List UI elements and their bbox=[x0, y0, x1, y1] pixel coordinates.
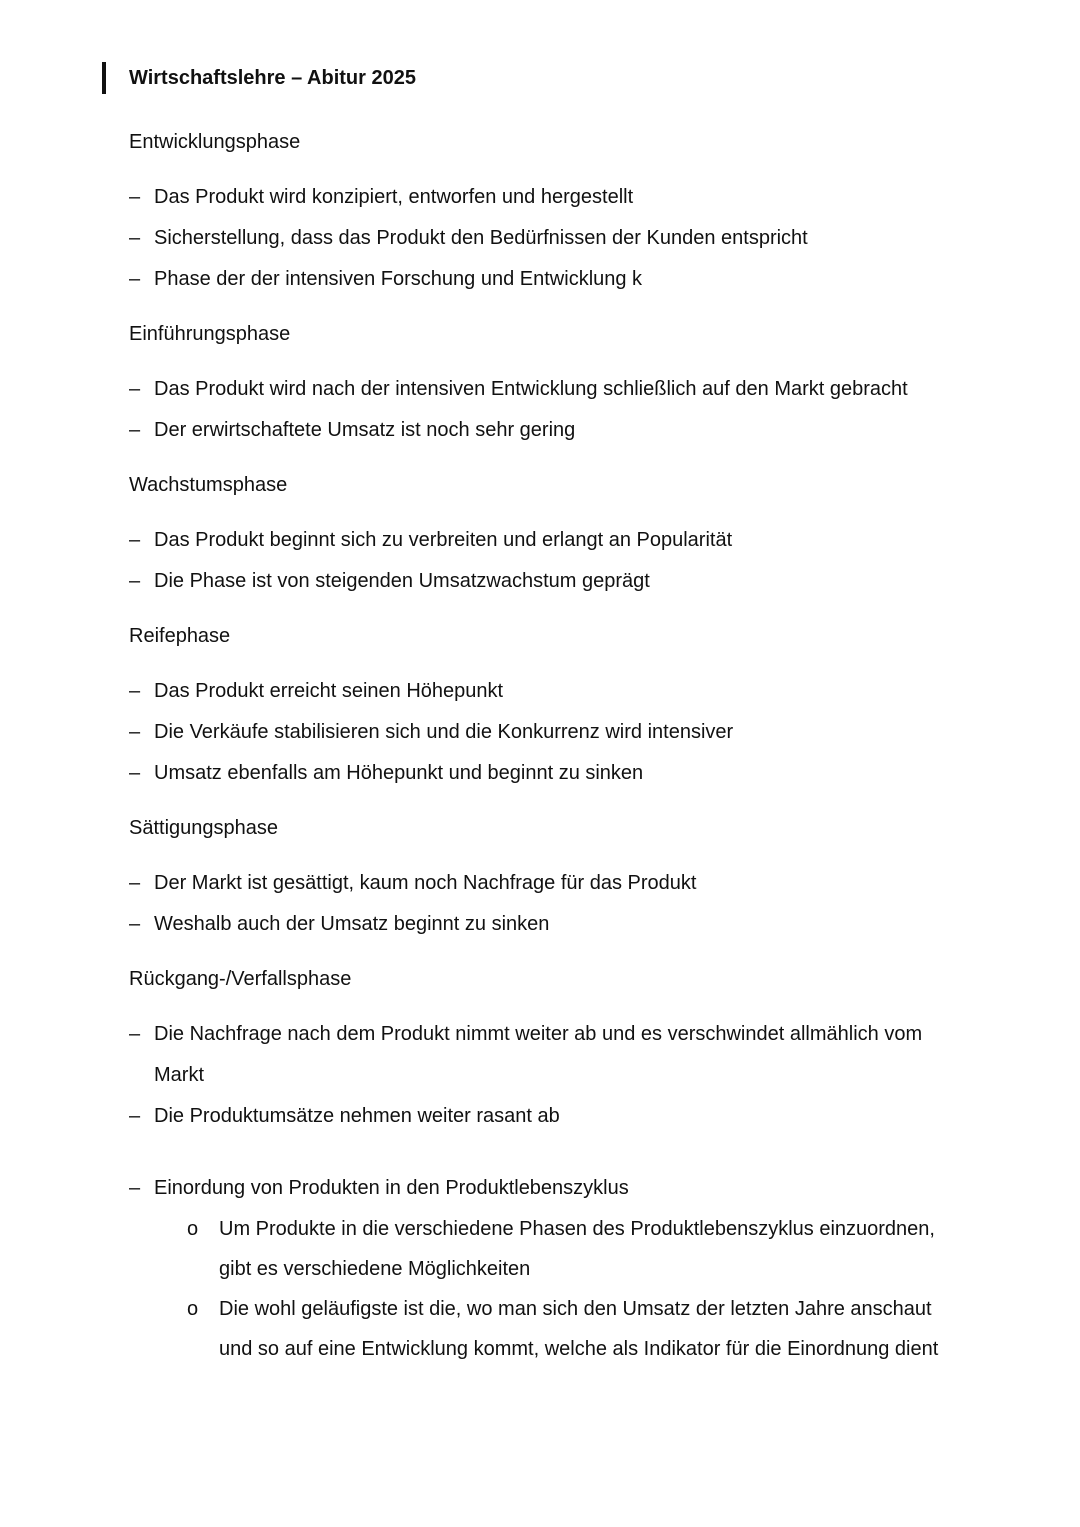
dash-bullet: – bbox=[129, 529, 141, 551]
list-item-text: Die Phase ist von steigenden Umsatzwachstum geprägt bbox=[154, 570, 650, 592]
list-item-text: Einordung von Produkten in den Produktlebenszyklus bbox=[154, 1177, 629, 1199]
dash-bullet: – bbox=[129, 378, 141, 400]
dash-bullet: – bbox=[129, 570, 141, 592]
list-item-text: Das Produkt wird nach der intensiven Entwicklung schließlich auf den Markt gebracht bbox=[154, 378, 908, 400]
sub-list-item-text: Um Produkte in die verschiedene Phasen des Produktlebenszyklus einzuordnen, gibt es verschiedene Möglichkeiten bbox=[219, 1218, 935, 1280]
dash-bullet: – bbox=[129, 721, 141, 743]
section-heading: Rückgang-/Verfallsphase bbox=[129, 968, 352, 990]
section-heading: Reifephase bbox=[129, 625, 231, 647]
dash-bullet: – bbox=[129, 1105, 141, 1127]
document-title: Wirtschaftslehre – Abitur 2025 bbox=[129, 67, 416, 89]
section-heading: Wachstumsphase bbox=[129, 474, 288, 496]
header-accent-bar bbox=[102, 62, 106, 94]
section-heading: Einführungsphase bbox=[129, 323, 291, 345]
list-item-text: Der erwirtschaftete Umsatz ist noch sehr gering bbox=[154, 419, 576, 441]
circle-bullet: o bbox=[187, 1218, 199, 1240]
dash-bullet: – bbox=[129, 419, 141, 441]
list-item-text: Umsatz ebenfalls am Höhepunkt und beginnt zu sinken bbox=[154, 762, 644, 784]
circle-bullet: o bbox=[187, 1298, 199, 1320]
dash-bullet: – bbox=[129, 186, 141, 208]
sub-list-item-text: Die wohl geläufigste ist die, wo man sich den Umsatz der letzten Jahre anschaut und so auf eine Entwicklung kommt, welche als Indikator für die Einordnung dient bbox=[219, 1298, 939, 1360]
list-item-text: Die Verkäufe stabilisieren sich und die Konkurrenz wird intensiver bbox=[154, 721, 734, 743]
dash-bullet: – bbox=[129, 1177, 141, 1199]
list-item-text: Phase der der intensiven Forschung und Entwicklung k bbox=[154, 268, 643, 290]
dash-bullet: – bbox=[129, 762, 141, 784]
dash-bullet: – bbox=[129, 872, 141, 894]
dash-bullet: – bbox=[129, 268, 141, 290]
list-item-text: Die Nachfrage nach dem Produkt nimmt weiter ab und es verschwindet allmählich vom Markt bbox=[154, 1023, 923, 1086]
list-item-text: Das Produkt beginnt sich zu verbreiten und erlangt an Popularität bbox=[154, 529, 733, 551]
dash-bullet: – bbox=[129, 227, 141, 249]
section-heading: Sättigungsphase bbox=[129, 817, 279, 839]
dash-bullet: – bbox=[129, 1023, 141, 1045]
list-item-text: Die Produktumsätze nehmen weiter rasant ab bbox=[154, 1105, 560, 1127]
dash-bullet: – bbox=[129, 913, 141, 935]
list-item-text: Das Produkt erreicht seinen Höhepunkt bbox=[154, 680, 504, 702]
dash-bullet: – bbox=[129, 680, 141, 702]
list-item-text: Sicherstellung, dass das Produkt den Bedürfnissen der Kunden entspricht bbox=[154, 227, 808, 249]
section-heading: Entwicklungsphase bbox=[129, 131, 301, 153]
list-item-text: Weshalb auch der Umsatz beginnt zu sinken bbox=[154, 913, 550, 935]
list-item-text: Der Markt ist gesättigt, kaum noch Nachfrage für das Produkt bbox=[154, 872, 697, 894]
list-item-text: Das Produkt wird konzipiert, entworfen und hergestellt bbox=[154, 186, 634, 208]
